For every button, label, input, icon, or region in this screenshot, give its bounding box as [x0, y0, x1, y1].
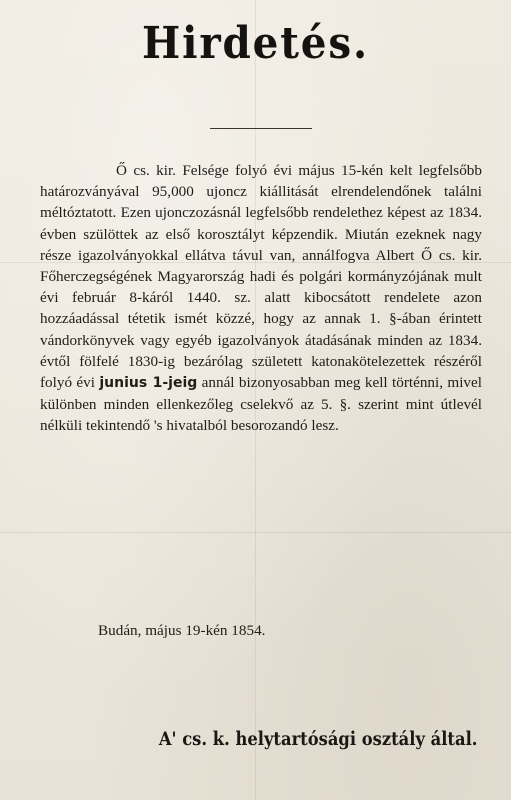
deadline-emphasis: junius 1-jeig [99, 375, 198, 392]
announcement-text-part2: annál bizonyosabban meg kell történni, mivel különben minden ellenkezőleg cselekvő az 5. §. szerint mint útlevél nélküli tekintendő 's hivatalból besorozandó lesz. [40, 374, 482, 435]
announcement-body [40, 160, 482, 437]
title-divider [210, 128, 312, 129]
issuer-signature: A' cs. k. helytartósági osztály által. [158, 728, 477, 750]
poster-title: Hirdetés. [142, 18, 369, 69]
date-line: Budán, május 19-kén 1854. [98, 622, 266, 639]
announcement-text-part1: Ő cs. kir. Felsége folyó évi május 15-kén kelt legfelsőbb határozványával 95,000 ujoncz kiállitását elrendelendőnek találni méltóztatott. Ezen ujonczozásnál legfelsőbb rendelethez képest az 1834. évben szülöttek az első korosztályt képzendik. Miután ezeknek nagy része igazolványokkal ellátva távul van, annálfogva Albert Ő cs. kir. Főherczegségének Magyarország hadi és polgári kormányzójának mult évi február 8-káról 1440. sz. alatt kibocsátott rendelete azon hozzáadással tétetik ismét közzé, hogy az annak 1. §-ában érintett vándorkönyvek vagy egyéb igazolványok átadásának minden az 1834. évtől fölfelé 1830-ig bezárólag született katonakötelezettek részéről folyó évi [40, 162, 482, 392]
